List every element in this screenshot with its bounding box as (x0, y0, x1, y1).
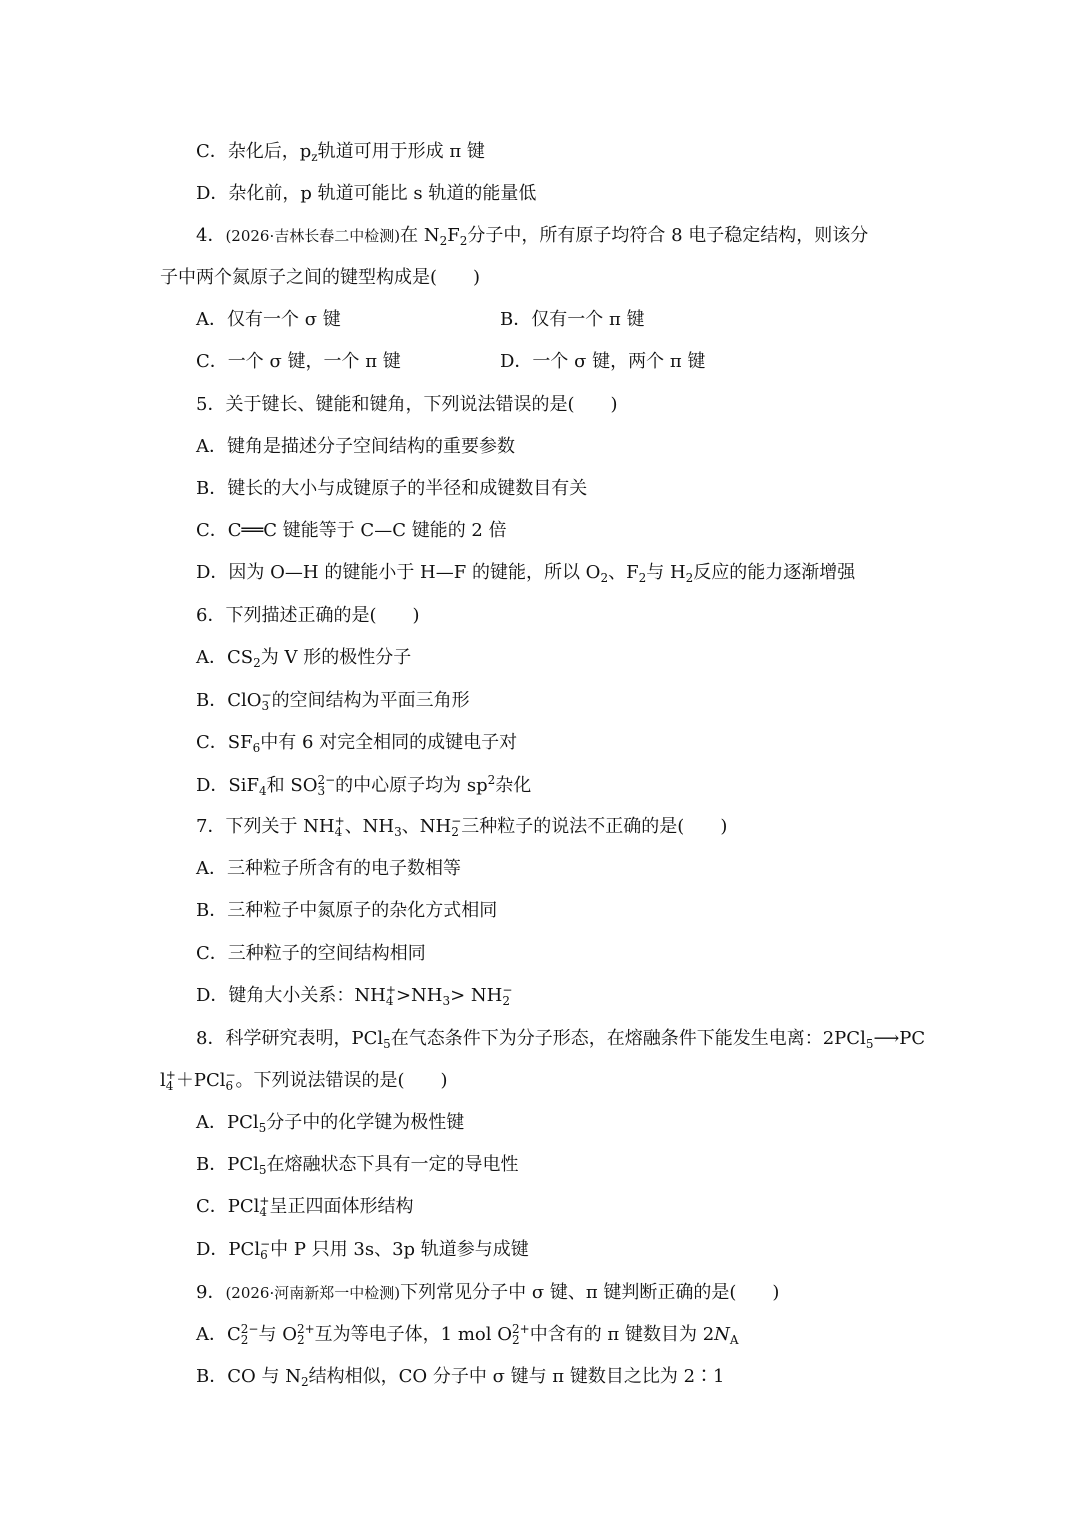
subscript: 2 (451, 825, 459, 839)
q3-option-d-text: D．杂化前，p 轨道可能比 s 轨道的能量低 (196, 183, 537, 204)
option-text: 分子中的化学键为极性键 (266, 1112, 465, 1133)
option-text: >NH (395, 985, 443, 1006)
q3-option-c-text: C．杂化后，p (196, 141, 312, 162)
option-text: 杂化 (495, 775, 532, 796)
superscript: − (260, 1237, 271, 1251)
superscript: 2+ (512, 1322, 530, 1336)
q7-option-d (196, 984, 512, 1008)
subscript: 2 (439, 234, 448, 248)
subscript: 2 (296, 1333, 305, 1347)
subscript: 4 (259, 784, 267, 798)
subscript: 2 (502, 994, 511, 1008)
option-text: 与 O (258, 1324, 297, 1345)
avogadro-symbol: N (714, 1324, 730, 1345)
option-text: 中有 6 对完全相同的成键电子对 (260, 732, 518, 753)
option-text: B．仅有一个 π 键 (500, 309, 645, 330)
subscript: 3 (261, 699, 270, 713)
ion-charge (335, 815, 345, 839)
option-text: 中 P 只用 3s、3p 轨道参与成键 (270, 1239, 529, 1260)
subscript: 4 (165, 1079, 174, 1093)
option-text: 的空间结构为平面三角形 (271, 690, 470, 711)
option-text: B．CO 与 N (196, 1366, 301, 1387)
stem-text: 7．下列关于 NH (196, 816, 335, 837)
q9-option-b (196, 1365, 724, 1389)
superscript: 2− (317, 773, 336, 787)
stem-text: ＋PCl (175, 1070, 226, 1091)
option-text: C．C══C 键能等于 C—C 键能的 2 倍 (196, 520, 507, 541)
subscript: 5 (383, 1037, 391, 1051)
q6-option-a (196, 646, 411, 670)
stem-text: 在 N (400, 225, 440, 246)
q8-option-a (196, 1111, 464, 1135)
subscript: 2 (300, 1375, 309, 1389)
subscript: 2 (685, 571, 694, 585)
option-text: B．键长的大小与成键原子的半径和成键数目有关 (196, 478, 588, 499)
stem-text: 5．关于键长、键能和键角，下列说法错误的是( ) (196, 394, 618, 415)
q7-option-c (196, 942, 426, 966)
superscript: 2− (240, 1322, 259, 1336)
subscript: 5 (865, 1037, 874, 1051)
stem-text: 分子中，所有原子均符合 8 电子稳定结构，则该分 (467, 225, 869, 246)
stem-text: ⟶PC (873, 1028, 926, 1049)
subscript: 2 (253, 656, 261, 670)
subscript: 2 (240, 1333, 249, 1347)
stem-text: 子中两个氮原子之间的键型构成是( ) (160, 267, 481, 288)
option-text: 和 SO (266, 775, 318, 796)
superscript: + (165, 1068, 176, 1082)
option-text: A．三种粒子所含有的电子数相等 (196, 858, 461, 879)
superscript: − (225, 1068, 236, 1082)
option-text: C．一个 σ 键，一个 π 键 (196, 351, 401, 372)
ion-charge (166, 1069, 176, 1093)
q4-option-d (500, 350, 705, 374)
q4-option-a (196, 308, 341, 332)
ion-charge (225, 1069, 235, 1093)
q4-option-c (196, 350, 401, 374)
option-text: 呈正四面体形结构 (269, 1196, 414, 1217)
option-text: B．ClO (196, 690, 262, 711)
stem-text: 8．科学研究表明，PCl (196, 1028, 384, 1049)
stem-text: 在气态条件下为分子形态，在熔融条件下能发生电离：2PCl (390, 1028, 866, 1049)
subscript: 6 (225, 1079, 234, 1093)
option-text: > NH (450, 985, 503, 1006)
q3-option-d (196, 182, 536, 206)
ion-charge (317, 774, 335, 798)
superscript: − (451, 814, 462, 828)
option-text: 为 V 形的极性分子 (260, 647, 412, 668)
subscript: 3 (317, 784, 326, 798)
option-text: B．PCl (196, 1154, 259, 1175)
question-source: (2026·吉林长春二中检测) (225, 227, 401, 245)
subscript: 2 (512, 1333, 520, 1347)
question-number: 9． (196, 1282, 226, 1303)
option-text: 中含有的 π 键数目为 2 (529, 1324, 715, 1345)
q8-option-c (196, 1195, 413, 1219)
subscript: 4 (334, 825, 343, 839)
option-text: D．PCl (196, 1239, 261, 1260)
stem-text: 6．下列描述正确的是( ) (196, 605, 420, 626)
option-text: A．仅有一个 σ 键 (196, 309, 341, 330)
question-9-stem (196, 1281, 779, 1305)
option-text: D．一个 σ 键，两个 π 键 (500, 351, 706, 372)
option-text: C．三种粒子的空间结构相同 (196, 943, 426, 964)
option-text: A．C (196, 1324, 241, 1345)
option-text: 在熔融状态下具有一定的导电性 (266, 1154, 519, 1175)
stem-text: 下列常见分子中 σ 键、π 键判断正确的是( ) (400, 1282, 780, 1303)
superscript: + (334, 814, 345, 828)
subscript: 2 (459, 234, 468, 248)
stem-text: l (160, 1070, 166, 1091)
q7-option-b (196, 899, 497, 923)
subscript: 2 (638, 571, 647, 585)
q5-option-a (196, 435, 515, 459)
ion-charge (260, 1238, 270, 1262)
ion-charge (297, 1323, 315, 1347)
question-source: (2026·河南新郑一中检测) (225, 1284, 401, 1302)
subscript: 5 (258, 1121, 267, 1135)
superscript: − (502, 983, 513, 997)
q9-option-a (196, 1323, 739, 1347)
ion-charge (386, 984, 396, 1008)
option-text: 结构相似，CO 分子中 σ 键与 π 键数目之比为 2∶1 (308, 1366, 725, 1387)
subscript: 6 (252, 741, 261, 755)
superscript: − (261, 688, 272, 702)
question-number: 4． (196, 225, 226, 246)
question-5-stem (196, 393, 618, 417)
q8-option-d (196, 1238, 529, 1262)
question-8-stem-continued (160, 1069, 448, 1093)
option-text: D．因为 O—H 的键能小于 H—F 的键能，所以 O (196, 562, 601, 583)
option-text: C．SF (196, 732, 253, 753)
subscript: 4 (259, 1205, 268, 1219)
q3-option-c (196, 140, 485, 164)
q3-option-c-rest: 轨道可用于形成 π 键 (317, 141, 485, 162)
ion-charge (512, 1323, 530, 1347)
option-text: 、F (608, 562, 639, 583)
option-text: 的中心原子均为 sp (335, 775, 488, 796)
q5-option-d (196, 561, 855, 585)
option-text: A．键角是描述分子空间结构的重要参数 (196, 436, 515, 457)
q6-option-c (196, 731, 517, 755)
option-text: 与 H (646, 562, 686, 583)
stem-text: 。下列说法错误的是( ) (235, 1070, 448, 1091)
subscript: 3 (442, 994, 451, 1008)
option-text: A．CS (196, 647, 254, 668)
superscript: + (385, 983, 396, 997)
ion-charge (241, 1323, 259, 1347)
option-text: A．PCl (196, 1112, 259, 1133)
question-4-stem (196, 224, 868, 248)
q8-option-b (196, 1153, 519, 1177)
option-text: D．键角大小关系：NH (196, 985, 386, 1006)
subscript: 5 (258, 1163, 267, 1177)
superscript: + (259, 1194, 270, 1208)
question-7-stem (196, 815, 727, 839)
option-text: C．PCl (196, 1196, 260, 1217)
q6-option-b (196, 689, 470, 713)
ion-charge (502, 984, 512, 1008)
option-text: 互为等电子体，1 mol O (314, 1324, 512, 1345)
question-8-stem (196, 1027, 925, 1051)
stem-text: 三种粒子的说法不正确的是( ) (461, 816, 728, 837)
q6-option-d (196, 774, 531, 798)
subscript: z (311, 150, 318, 164)
q5-option-b (196, 477, 587, 501)
question-6-stem (196, 604, 420, 628)
q5-option-c (196, 519, 507, 543)
ion-charge (451, 815, 461, 839)
q7-option-a (196, 857, 461, 881)
ion-charge (259, 1195, 269, 1219)
question-4-stem-continued (160, 266, 480, 290)
subscript: 2 (600, 571, 609, 585)
ion-charge (262, 689, 272, 713)
stem-text: 、NH (401, 816, 452, 837)
option-text: 反应的能力逐渐增强 (693, 562, 856, 583)
option-text: D．SiF (196, 775, 260, 796)
stem-text: 、NH (344, 816, 395, 837)
subscript: 6 (260, 1248, 268, 1262)
subscript: 4 (385, 994, 394, 1008)
superscript: 2+ (296, 1322, 315, 1336)
q4-option-b (500, 308, 645, 332)
stem-text: F (447, 225, 460, 246)
superscript: 2 (487, 773, 496, 787)
subscript: 3 (394, 825, 402, 839)
subscript: A (729, 1333, 739, 1347)
option-text: B．三种粒子中氮原子的杂化方式相同 (196, 900, 498, 921)
